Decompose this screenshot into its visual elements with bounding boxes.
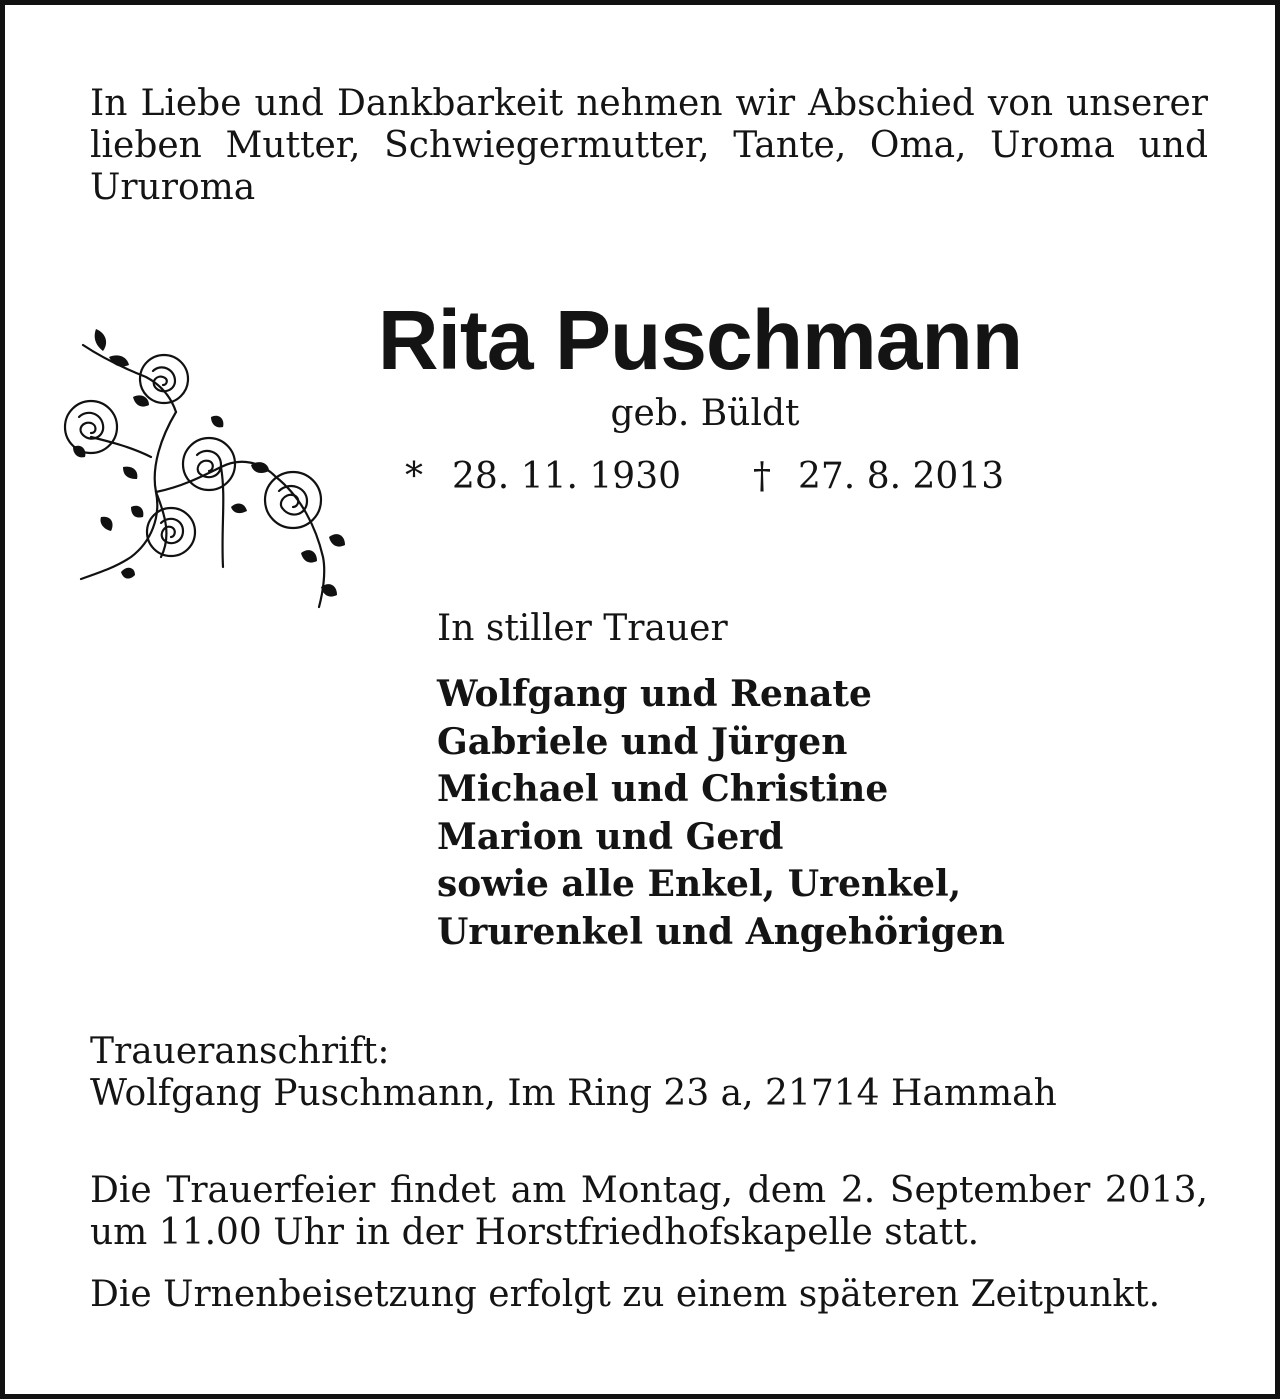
mourner-line: Marion und Gerd — [437, 815, 784, 858]
deceased-name: Rita Puschmann — [377, 293, 1023, 387]
mourner-line: Michael und Christine — [437, 768, 889, 810]
mourner-line: sowie alle Enkel, Urenkel, — [437, 863, 962, 905]
birth-symbol: * — [405, 456, 423, 497]
address-label: Traueranschrift: — [90, 1031, 390, 1072]
mourning-label: In stiller Trauer — [437, 608, 728, 649]
mourners-list — [437, 671, 1005, 956]
death-date: 27. 8. 2013 — [798, 456, 1005, 497]
intro-text: In Liebe und Dankbarkeit nehmen wir Abschied von unserer lieben Mutter, Schwiegermutter, Tante, Oma, Uroma und Ururoma — [90, 83, 1208, 208]
birth-name: geb. Büldt — [610, 393, 800, 434]
birth-date: 28. 11. 1930 — [452, 456, 682, 497]
mourning-address — [90, 1031, 1208, 1115]
ceremony-text: Die Trauerfeier findet am Montag, dem 2. September 2013, um 11.00 Uhr in der Horstfriedhofskapelle statt. — [90, 1170, 1208, 1253]
burial-text: Die Urnenbeisetzung erfolgt zu einem späteren Zeitpunkt. — [90, 1274, 1161, 1315]
mourner-line: Gabriele und Jürgen — [437, 720, 848, 763]
address-line: Wolfgang Puschmann, Im Ring 23 a, 21714 Hammah — [90, 1073, 1057, 1114]
mourner-line: Ururenkel und Angehörigen — [437, 910, 1005, 953]
mourner-line: Wolfgang und Renate — [437, 673, 872, 715]
death-symbol: † — [753, 456, 771, 497]
